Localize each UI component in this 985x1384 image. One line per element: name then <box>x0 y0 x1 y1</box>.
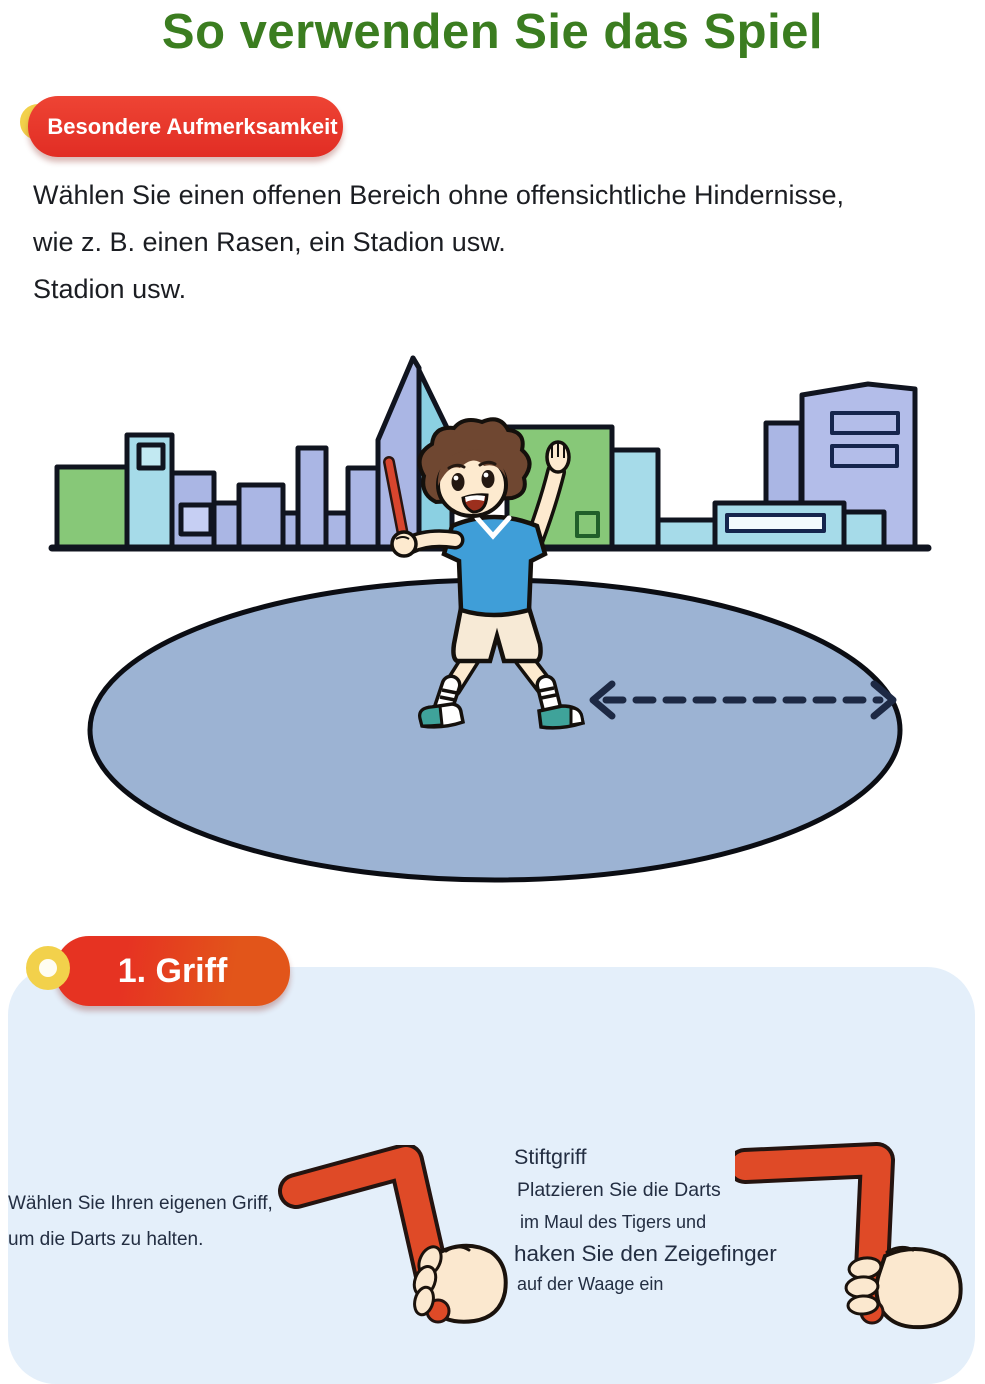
pen-grip-line: Platzieren Sie die Darts <box>517 1179 721 1201</box>
attention-badge-pill <box>28 96 343 157</box>
grip-badge-label: 1. Griff <box>117 951 228 990</box>
paragraph-line: Stadion usw. <box>33 274 187 304</box>
attention-badge <box>28 96 343 157</box>
boomerang-pen-grip-icon <box>270 1145 520 1335</box>
paragraph-line: Wählen Sie einen offenen Bereich ohne offensichtliche Hindernisse, <box>33 180 845 210</box>
grip-intro-line: um die Darts zu halten. <box>8 1229 204 1250</box>
attention-paragraph <box>33 172 844 313</box>
pen-grip-line: im Maul des Tigers und <box>520 1212 707 1232</box>
boomerang-hand-grip-icon <box>735 1140 985 1340</box>
attention-badge-label: Besondere Aufmerksamkeit <box>47 113 338 139</box>
ring-icon <box>26 946 70 990</box>
pen-grip-line: auf der Waage ein <box>517 1274 664 1294</box>
open-area-illustration <box>0 340 985 900</box>
grip-intro-line: Wählen Sie Ihren eigenen Griff, <box>8 1193 273 1214</box>
pen-grip-title: Stiftgriff <box>514 1145 587 1169</box>
grip-intro-text <box>8 1186 273 1258</box>
grip-badge-pill <box>55 936 290 1006</box>
page-title: So verwenden Sie das Spiel <box>161 5 824 59</box>
pen-grip-line: haken Sie den Zeigefinger <box>514 1241 777 1266</box>
paragraph-line: wie z. B. einen Rasen, ein Stadion usw. <box>33 227 506 257</box>
grip-badge <box>55 936 290 1006</box>
